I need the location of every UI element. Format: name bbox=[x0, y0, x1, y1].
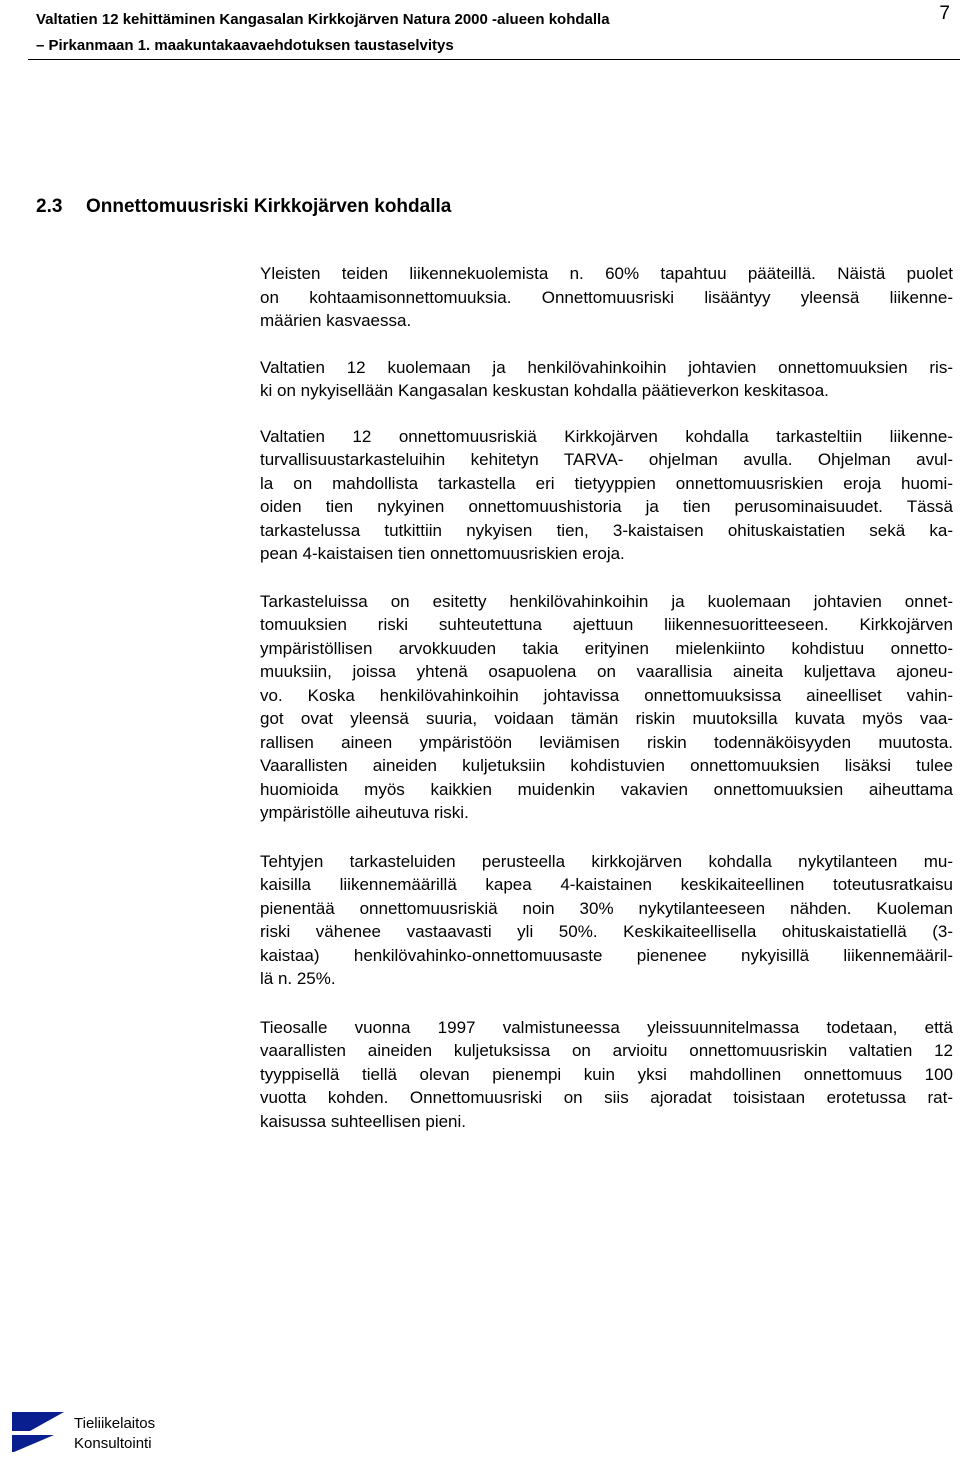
header-rule bbox=[28, 59, 960, 60]
paragraph-line: pean 4-kaistaisen tien onnettomuusriskien eroja. bbox=[260, 544, 625, 563]
paragraph-line: pienentää onnettomuusriskiä noin 30% nykytilanteeseen nähden. Kuoleman bbox=[260, 898, 953, 918]
paragraph-line: Tehtyjen tarkasteluiden perusteella kirkkojärven kohdalla nykytilanteen mu- bbox=[260, 851, 953, 871]
paragraph-line: got ovat yleensä suuria, voidaan tämän riskin muutoksilla kuvata myös vaa- bbox=[260, 709, 953, 728]
paragraph-line: Vaarallisten aineiden kuljetuksiin kohdistuvien onnettomuuksien lisäksi tulee bbox=[260, 756, 953, 775]
paragraph-line: riski vähenee vastaavasti yli 50%. Keskikaiteellisella ohituskaistatiellä (3- bbox=[260, 922, 953, 941]
paragraph-line: Tieosalle vuonna 1997 valmistuneessa yleissuunnitelmassa todetaan, että bbox=[260, 1017, 953, 1037]
paragraph-line: oiden tien nykyinen onnettomuushistoria ja tien perusominaisuudet. Tässä bbox=[260, 497, 953, 516]
paragraph-5 bbox=[260, 850, 953, 991]
paragraph-line: vo. Koska henkilövahinkoihin johtavissa onnettomuuksissa aineelliset vahin- bbox=[260, 685, 953, 705]
page-number: 7 bbox=[939, 3, 950, 24]
paragraph-line: tarkastelussa tutkittiin nykyisen tien, 3-kaistaisen ohituskaistatien sekä ka- bbox=[260, 520, 953, 540]
paragraph-4 bbox=[260, 590, 953, 825]
paragraph-line: määrien kasvaessa. bbox=[260, 311, 412, 330]
footer-organization bbox=[74, 1414, 155, 1454]
section-heading bbox=[36, 194, 736, 220]
paragraph-line: huomioida myös kaikkien muidenkin vakavien onnettomuuksien aiheuttama bbox=[260, 779, 953, 799]
paragraph-line: Valtatien 12 kuolemaan ja henkilövahinkoihin johtavien onnettomuuksien ris- bbox=[260, 357, 953, 377]
logo-lower-band bbox=[12, 1435, 54, 1452]
body-text bbox=[260, 262, 953, 1133]
header-title-line2: – Pirkanmaan 1. maakuntakaavaehdotuksen taustaselvitys bbox=[36, 37, 454, 54]
tieliikelaitos-logo-icon bbox=[12, 1412, 64, 1452]
paragraph-line: tyyppisellä tiellä olevan pienempi kuin yksi mahdollinen onnettomuus 100 bbox=[260, 1064, 953, 1084]
header-title-line1: Valtatien 12 kehittäminen Kangasalan Kirkkojärven Natura 2000 -alueen kohdalla bbox=[36, 11, 610, 28]
paragraph-line: on kohtaamisonnettomuuksia. Onnettomuusriski lisääntyy yleensä liikenne- bbox=[260, 287, 953, 307]
footer-org-unit: Konsultointi bbox=[74, 1435, 152, 1452]
paragraph-line: vuotta kohden. Onnettomuusriski on siis ajoradat toisistaan erotetussa rat- bbox=[260, 1088, 953, 1107]
paragraph-line: Yleisten teiden liikennekuolemista n. 60% tapahtuu pääteillä. Näistä puolet bbox=[260, 264, 953, 283]
paragraph-3 bbox=[260, 425, 953, 566]
paragraph-line: ympäristölle aiheutuva riski. bbox=[260, 803, 469, 822]
paragraph-line: Tarkasteluissa on esitetty henkilövahinkoihin ja kuolemaan johtavien onnet- bbox=[260, 591, 953, 611]
paragraph-line: vaarallisten aineiden kuljetuksissa on arvioitu onnettomuusriskin valtatien 12 bbox=[260, 1041, 953, 1060]
paragraph-line: kaistaa) henkilövahinko-onnettomuusaste pienenee nykyisillä liikennemääril- bbox=[260, 945, 953, 965]
paragraph-line: lä n. 25%. bbox=[260, 969, 336, 988]
footer-org-name: Tieliikelaitos bbox=[74, 1415, 156, 1432]
section-number: 2.3 bbox=[36, 196, 63, 217]
running-header bbox=[36, 7, 916, 59]
paragraph-line: la on mahdollista tarkastella eri tietyyppien onnettomuusriskien eroja huomi- bbox=[260, 473, 953, 493]
paragraph-line: Valtatien 12 onnettomuusriskiä Kirkkojärven kohdalla tarkasteltiin liikenne- bbox=[260, 426, 953, 446]
paragraph-line: ki on nykyisellään Kangasalan keskustan kohdalla päätieverkon keskitasoa. bbox=[260, 381, 829, 400]
paragraph-line: tomuuksien riski suhteutettuna ajettuun liikennesuoritteeseen. Kirkkojärven bbox=[260, 615, 953, 634]
paragraph-line: rallisen aineen ympäristöön leviämisen riskin todennäköisyyden muutosta. bbox=[260, 732, 953, 752]
paragraph-6 bbox=[260, 1016, 953, 1134]
section-title: Onnettomuusriski Kirkkojärven kohdalla bbox=[86, 196, 452, 217]
paragraph-1 bbox=[260, 262, 953, 333]
paragraph-line: kaisussa suhteellisen pieni. bbox=[260, 1111, 467, 1131]
paragraph-line: muuksiin, joissa yhtenä osapuolena on vaarallisia aineita kuljettava ajoneu- bbox=[260, 662, 953, 681]
paragraph-line: kaisilla liikennemäärillä kapea 4-kaistainen keskikaiteellinen toteutusratkaisu bbox=[260, 875, 953, 894]
paragraph-line: ympäristöllisen arvokkuuden takia erityinen mielenkiinto kohdistuu onnetto- bbox=[260, 638, 953, 658]
paragraph-line: turvallisuustarkasteluihin kehitetyn TARVA- ohjelman avulla. Ohjelman avul- bbox=[260, 450, 953, 469]
logo-upper-band bbox=[12, 1412, 64, 1431]
paragraph-2 bbox=[260, 356, 953, 403]
